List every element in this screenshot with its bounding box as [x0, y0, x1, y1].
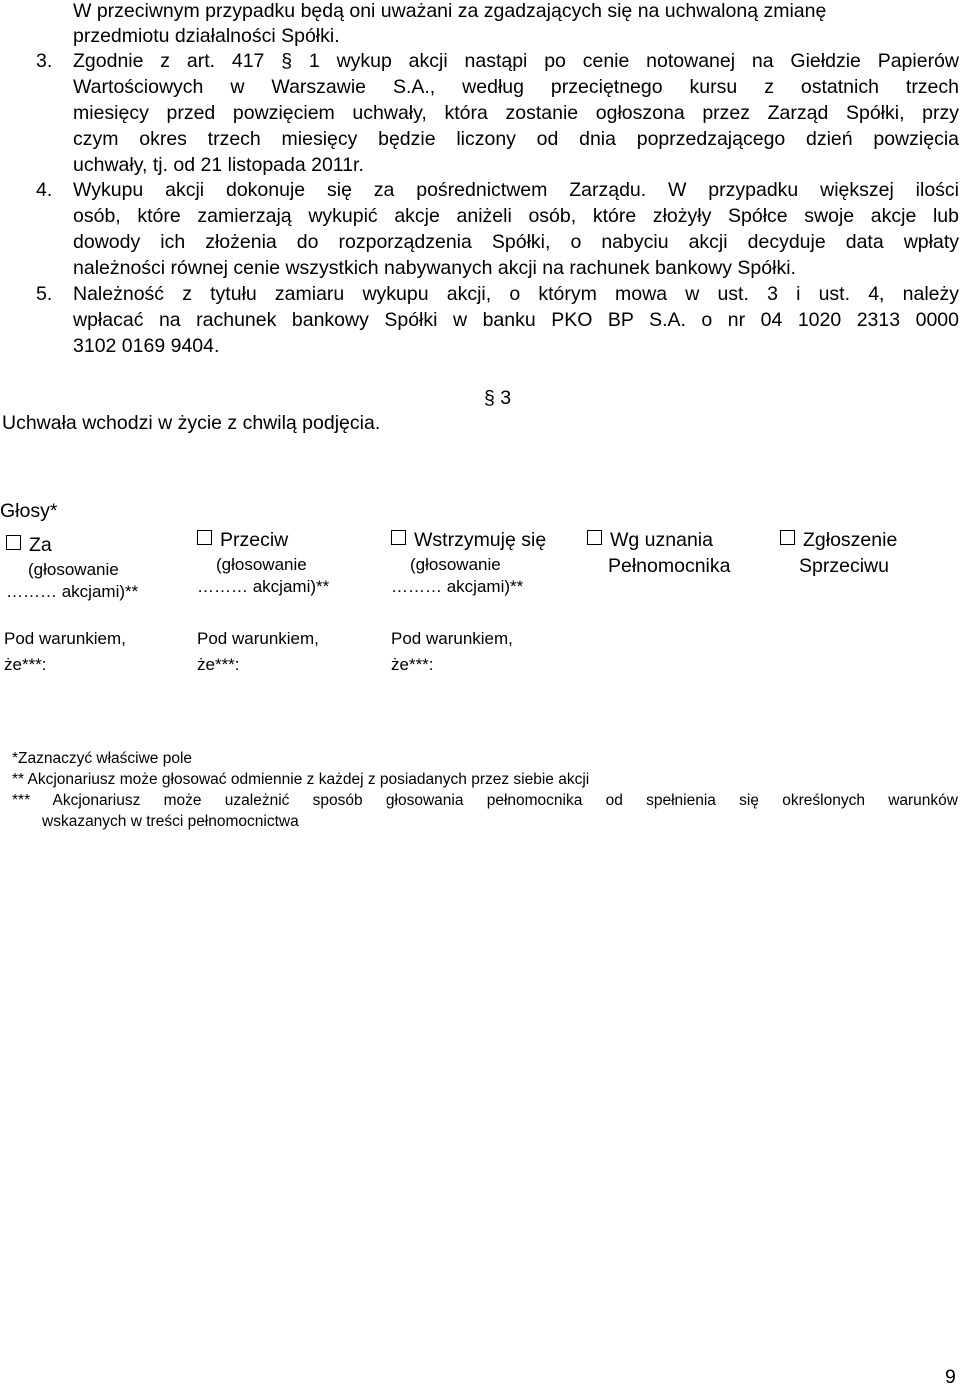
vote-option-shares: ……… akcjami)**	[391, 577, 524, 596]
paragraph-mark: § 3	[484, 387, 512, 409]
vote-option-sub: Sprzeciwu	[799, 555, 889, 577]
item-4-line-1: Wykupu akcji dokonuje się za pośrednictwem Zarządu. W przypadku większej ilości	[73, 179, 959, 201]
item-5-line-2: wpłacać na rachunek bankowy Spółki w banku PKO BP S.A. o nr 04 1020 2313 0000	[73, 309, 959, 331]
item-5-number: 5.	[36, 283, 53, 305]
footnote-2: ** Akcjonariusz może głosować odmiennie z każdej z posiadanych przez siebie akcji	[12, 771, 590, 788]
condition-line-2: że***:	[4, 655, 47, 674]
vote-option-shares: ……… akcjami)**	[197, 577, 330, 596]
condition-line-2: że***:	[391, 655, 434, 674]
vote-option-abstain[interactable]	[391, 527, 546, 553]
condition-line-1: Pod warunkiem,	[391, 629, 513, 648]
condition-line-1: Pod warunkiem,	[4, 629, 126, 648]
checkbox-icon[interactable]	[780, 530, 795, 545]
condition-line-1: Pod warunkiem,	[197, 629, 319, 648]
vote-option-sub: (głosowanie	[216, 555, 307, 574]
effective-clause: Uchwała wchodzi w życie z chwilą podjęcia.	[2, 412, 381, 434]
item-4-line-3: dowody ich złożenia do rozporządzenia Spółki, o nabyciu akcji decyduje data wpłaty	[73, 231, 959, 253]
item-3-line-5: uchwały, tj. od 21 listopada 2011r.	[73, 154, 364, 176]
checkbox-icon[interactable]	[6, 535, 21, 550]
footnote-3-line-1: *** Akcjonariusz może uzależnić sposób głosowania pełnomocnika od spełnienia się określonych warunków	[12, 792, 958, 809]
item-3-line-1: Zgodnie z art. 417 § 1 wykup akcji nastąpi po cenie notowanej na Giełdzie Papierów	[73, 50, 959, 72]
checkbox-icon[interactable]	[587, 530, 602, 545]
page-number: 9	[945, 1366, 956, 1388]
vote-option-label: Wg uznania	[610, 529, 713, 551]
item-3-line-4: czym okres trzech miesięcy będzie liczony od dnia poprzedzającego dzień powzięcia	[73, 128, 959, 150]
checkbox-icon[interactable]	[197, 530, 212, 545]
vote-option-shares: ……… akcjami)**	[6, 582, 139, 601]
vote-option-label: Za	[29, 534, 52, 556]
vote-option-objection[interactable]	[780, 527, 897, 553]
vote-option-proxy-discretion[interactable]	[587, 527, 713, 553]
vote-option-sub: (głosowanie	[28, 560, 119, 579]
footnote-1: *Zaznaczyć właściwe pole	[12, 750, 193, 767]
item-5-line-1: Należność z tytułu zamiaru wykupu akcji, o którym mowa w ust. 3 i ust. 4, należy	[73, 283, 959, 305]
vote-option-label: Wstrzymuję się	[414, 529, 547, 551]
item-4-line-2: osób, które zamierzają wykupić akcje aniżeli osób, które złożyły Spółce swoje akcje lub	[73, 205, 959, 227]
condition-line-2: że***:	[197, 655, 240, 674]
vote-option-label: Przeciw	[220, 529, 289, 551]
intro-line-1: W przeciwnym przypadku będą oni uważani za zgadzających się na uchwaloną zmianę	[73, 0, 827, 22]
votes-heading: Głosy*	[0, 500, 58, 522]
footnote-3-line-2: wskazanych w treści pełnomocnictwa	[42, 813, 299, 830]
vote-option-label: Zgłoszenie	[803, 529, 898, 551]
vote-option-sub: (głosowanie	[410, 555, 501, 574]
intro-line-2: przedmiotu działalności Spółki.	[73, 25, 340, 47]
item-3-line-2: Wartościowych w Warszawie S.A., według przeciętnego kursu z ostatnich trzech	[73, 76, 959, 98]
vote-option-against[interactable]	[197, 527, 288, 553]
item-4-number: 4.	[36, 179, 53, 201]
item-3-number: 3.	[36, 50, 53, 72]
item-5-line-3: 3102 0169 9404.	[73, 335, 220, 357]
vote-option-for[interactable]	[6, 532, 52, 558]
item-4-line-4: należności równej cenie wszystkich nabywanych akcji na rachunek bankowy Spółki.	[73, 257, 796, 279]
checkbox-icon[interactable]	[391, 530, 406, 545]
vote-option-sub: Pełnomocnika	[608, 555, 731, 577]
item-3-line-3: miesięcy przed powzięciem uchwały, która zostanie ogłoszona przez Zarząd Spółki, przy	[73, 102, 959, 124]
